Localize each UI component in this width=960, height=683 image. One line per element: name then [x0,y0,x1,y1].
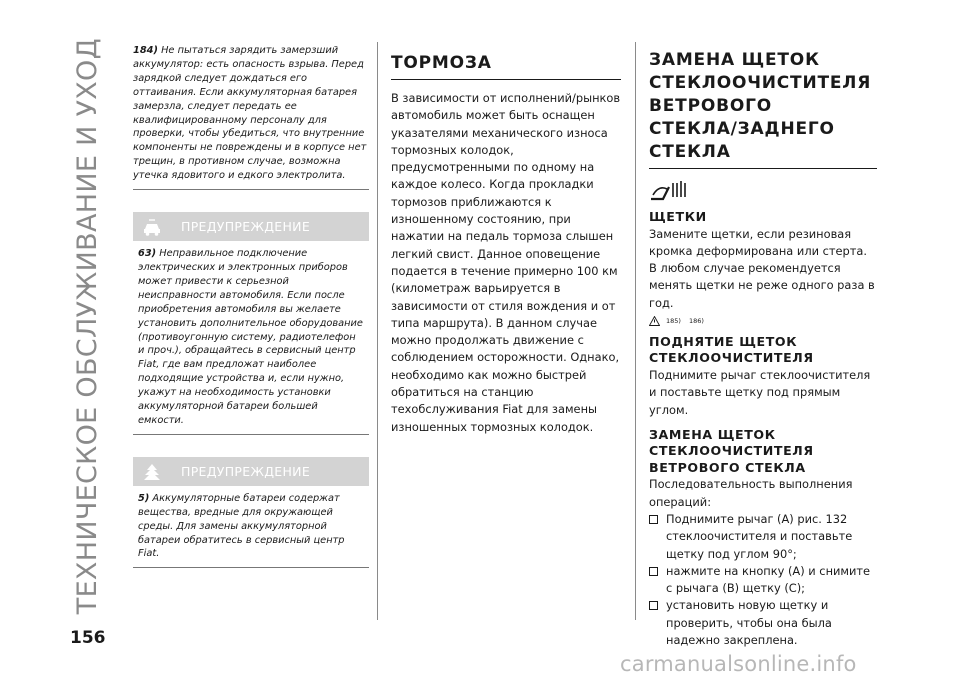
step-text: установить новую щетку и проверить, чтобы она была надежно закреплена. [666,598,832,648]
wipers-heading [649,49,877,164]
wipers-heading-line: ЗАМЕНА ЩЕТОК [649,50,820,70]
replace-heading [649,427,877,477]
column-notes [133,44,369,568]
wipers-heading-line: СТЕКЛА/ЗАДНЕГО [649,119,835,139]
warning-text-2 [138,492,365,562]
note-divider [133,189,369,190]
wipers-heading-line: ВЕТРОВОГО [649,96,772,116]
column-brakes [391,53,621,436]
replace-heading-line: ЗАМЕНА ЩЕТОК [649,426,776,442]
brushes-text: Замените щетки, если резиновая кромка деформирована или стерта. В любом случае рекомендуется менять щетки не реже одного раза в год. [649,226,875,310]
wipers-heading-line: СТЕКЛООЧИСТИТЕЛЯ [649,73,872,93]
column-divider-2 [635,42,636,620]
step-text: Поднимите рычаг (A) рис. 132 стеклоочистителя и поставьте щетку под углом 90°; [666,511,853,561]
warning-1-number: 63) [138,248,157,260]
warning-box-2 [133,486,369,569]
warning-triangle-icon [649,316,660,326]
side-chapter-title-text: ТЕХНИЧЕСКОЕ ОБСЛУЖИВАНИЕ И УХОД [71,37,103,615]
brakes-heading: ТОРМОЗА [391,53,492,73]
warning-title-1: ПРЕДУПРЕЖДЕНИЕ [181,219,311,235]
brushes-heading: ЩЕТКИ [649,209,707,224]
warning-text-1 [138,247,365,428]
page-number: 156 [70,628,106,648]
column-divider-1 [377,42,378,620]
reference-186: 186) [688,316,704,325]
column-wipers [649,49,877,649]
note-184 [133,44,369,183]
environment-warning-icon [141,462,163,482]
warning-2-body: Аккумуляторные батареи содержат вещества, вредные для окружающей среды. Для замены аккумуляторной батареи обратитесь в сервисный центр Fiat. [138,492,345,560]
brakes-heading-rule [391,79,621,80]
brakes-text: В зависимости от исполнений/рынков автомобиль может быть оснащен указателями механического износа тормозных колодок, предусмотренными по одному на каждое колесо. Когда прокладки тормозов приближаются к изношенному состоянию, при нажатии на педаль тормоза слышен легкий свист. Данное оповещение подается в течение примерно 100 км (километраж варьируется в зависимости от стиля вождения и от типа маршрута). В данном случае можно продолжать движение с соблюдением осторожности. Однако, необходимо как можно быстрей обратиться на станцию техобслуживания Fiat для замены изношенных тормозных колодок. [391,91,621,434]
step-item [649,597,877,649]
warning-1-body: Неправильное подключение электрических и электронных приборов может привести к серьезной неисправности автомобиля. Если после приобретения автомобиля вы желаете установить дополнительное оборудование (противоугонную систему, радиотелефон и проч.), обращайтесь в сервисный центр Fiat, где вам предложат наиболее подходящие устройства и, если нужно, укажут на необходимость установки аккумуляторной батареи большей емкости. [138,248,363,426]
step-item [649,563,877,598]
car-warning-icon [141,217,163,237]
wiper-icon [649,179,877,201]
checkbox-bullet-icon [649,567,658,576]
checkbox-bullet-icon [649,515,658,524]
watermark: carmanualsonline.info [620,652,857,676]
reference-185: 185) [666,316,681,325]
step-text: нажмите на кнопку (A) и снимите с рычага (B) щетку (C); [666,563,871,596]
replace-heading-line: СТЕКЛООЧИСТИТЕЛЯ [649,443,814,459]
checkbox-bullet-icon [649,601,658,610]
step-item [649,511,877,563]
wipers-heading-rule [649,168,877,169]
note-184-number: 184) [133,45,158,56]
replace-intro: Последовательность выполнения операций: [649,477,853,509]
warning-title-2: ПРЕДУПРЕЖДЕНИЕ [181,463,311,479]
warning-box-1 [133,241,369,435]
warning-header-1 [133,212,369,241]
lift-heading-line: ПОДНЯТИЕ ЩЕТОК [649,333,798,349]
lift-heading-line: СТЕКЛООЧИСТИТЕЛЯ [649,350,814,366]
replace-heading-line: ВЕТРОВОГО СТЕКЛА [649,459,806,475]
wipers-heading-line: СТЕКЛА [649,142,731,162]
warning-header-2 [133,457,369,486]
side-chapter-title [71,37,103,615]
lift-text: Поднимите рычаг стеклоочистителя и поставьте щетку под прямым углом. [649,367,871,417]
warning-2-number: 5) [138,492,150,504]
lift-heading [649,334,877,367]
warning-references [649,316,877,326]
note-184-text: Не пытаться зарядить замерзший аккумулятор: есть опасность взрыва. Перед зарядкой следует дождаться его оттаивания. Если аккумуляторная батарея замерзла, следует передать ее квалифицированному персоналу для проверки, чтобы убедиться, что внутренние компоненты не повреждены и в корпусе нет трещин, в противном случае, возможна утечка ядовитого и едкого электролита. [133,45,367,182]
